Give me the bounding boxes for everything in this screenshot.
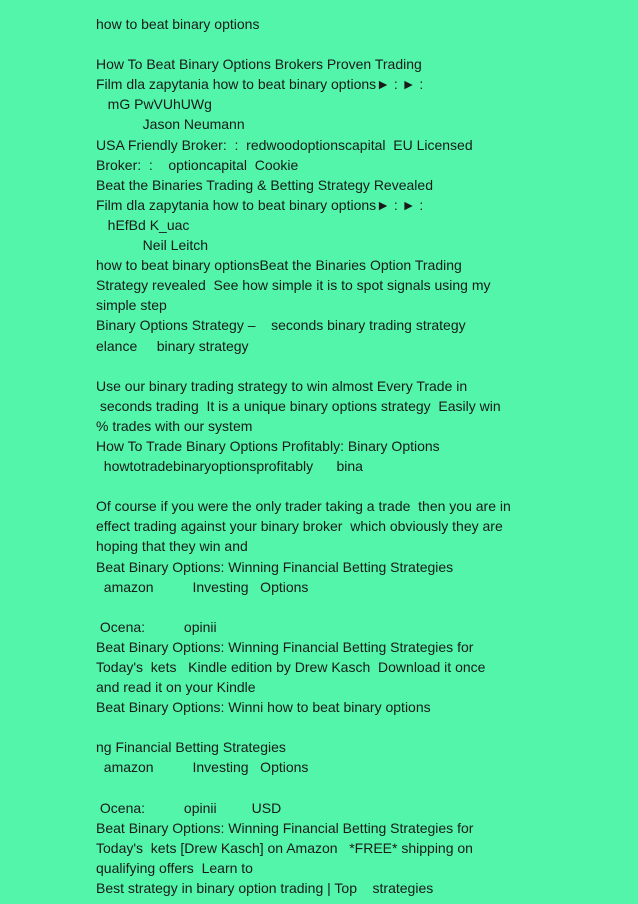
blank-line: [96, 34, 616, 54]
blank-line: [96, 717, 616, 737]
text-line: howtotradebinaryoptionsprofitably bina: [96, 458, 363, 475]
text-line: Strategy revealed See how simple it is to spot signals using my: [96, 277, 491, 294]
text-line: Beat the Binaries Trading & Betting Strategy Revealed: [96, 176, 433, 193]
blank-line: [96, 476, 616, 496]
text-line: Today's kets [Drew Kasch] on Amazon *FREE* shipping on: [96, 839, 473, 856]
text-line: Of course if you were the only trader taking a trade then you are in: [96, 498, 511, 515]
text-line: Binary Options Strategy – seconds binary trading strategy: [96, 317, 466, 334]
text-line: seconds trading It is a unique binary options strategy Easily win: [96, 397, 501, 414]
text-line: Ocena: opinii USD: [96, 799, 282, 816]
text-line: hEfBd K_uac: [96, 216, 190, 233]
text-line: amazon Investing Options: [96, 759, 309, 776]
text-line: how to beat binary options: [96, 16, 260, 32]
text-line: Ocena: opinii: [96, 618, 217, 635]
text-line: Film dla zapytania how to beat binary options► : ► :: [96, 76, 424, 93]
text-line: and read it on your Kindle: [96, 679, 256, 696]
text-line: Use our binary trading strategy to win almost Every Trade in: [96, 377, 468, 394]
text-line: % trades with our system: [96, 417, 253, 434]
text-line: qualifying offers Learn to: [96, 859, 253, 876]
text-line: Best strategy in binary option trading | Top strategies: [96, 880, 434, 897]
text-line: Film dla zapytania how to beat binary options► : ► :: [96, 196, 424, 213]
text-line: ng Financial Betting Strategies: [96, 739, 286, 756]
text-line: simple step: [96, 297, 167, 314]
text-line: amazon Investing Options: [96, 578, 309, 595]
text-line: effect trading against your binary broker which obviously they are: [96, 518, 503, 535]
text-line: Jason Neumann: [96, 116, 245, 133]
text-line: Beat Binary Options: Winning Financial Betting Strategies for: [96, 638, 474, 655]
text-line: Today's kets Kindle edition by Drew Kasch Download it once: [96, 659, 486, 675]
text-line: hoping that they win and: [96, 538, 248, 555]
text-line: Beat Binary Options: Winni how to beat binary options: [96, 699, 431, 716]
text-line: mG PwVUhUWg: [96, 96, 212, 113]
text-line: Beat Binary Options: Winning Financial Betting Strategies: [96, 558, 454, 575]
text-line: USA Friendly Broker: : redwoodoptionscapital EU Licensed: [96, 136, 473, 153]
document-text: [96, 14, 616, 898]
text-line: How To Beat Binary Options Brokers Proven Trading: [96, 56, 422, 73]
blank-line: [96, 778, 616, 798]
text-line: Broker: : optioncapital Cookie: [96, 156, 299, 173]
text-line: How To Trade Binary Options Profitably: Binary Options: [96, 437, 440, 454]
blank-line: [96, 597, 616, 617]
text-line: how to beat binary optionsBeat the Binaries Option Trading: [96, 257, 462, 274]
text-line: elance binary strategy: [96, 337, 249, 354]
text-line: Beat Binary Options: Winning Financial Betting Strategies for: [96, 819, 474, 836]
text-line: Neil Leitch: [96, 237, 209, 254]
blank-line: [96, 356, 616, 376]
